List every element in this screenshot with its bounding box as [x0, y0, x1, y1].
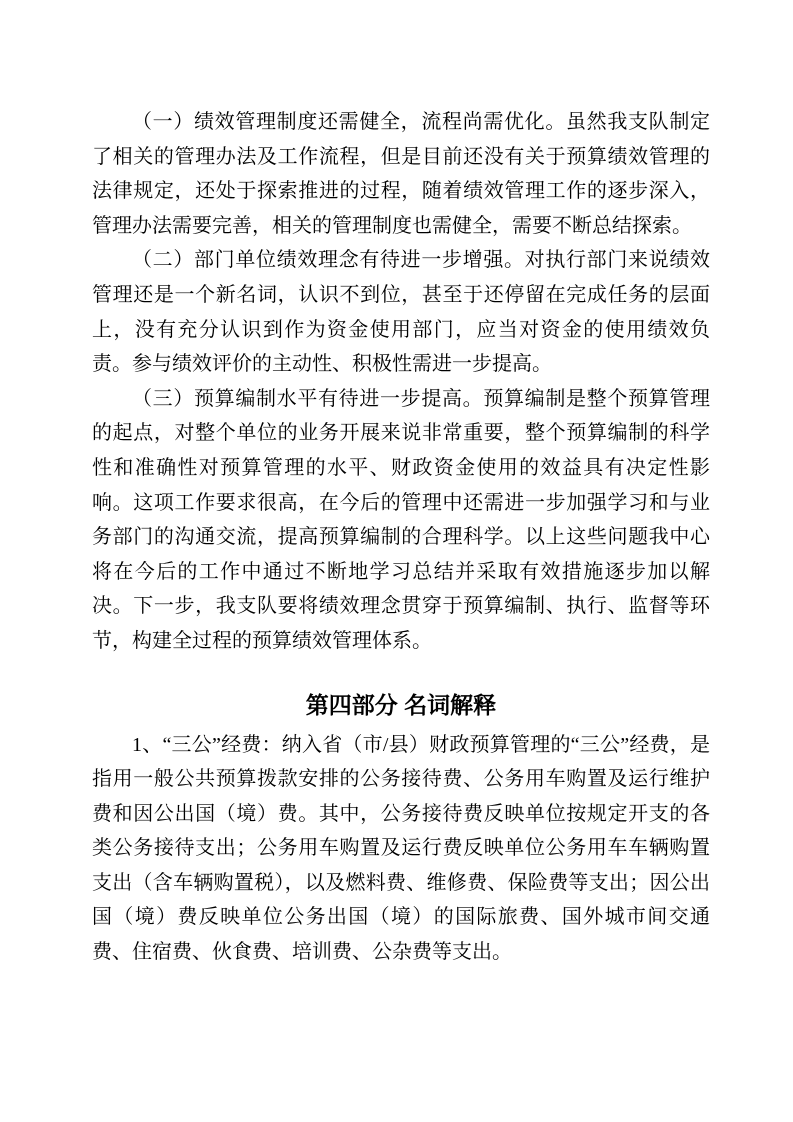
paragraph-issue-1: （一）绩效管理制度还需健全，流程尚需优化。虽然我支队制定了相关的管理办法及工作流程，但是目前还没有关于预算绩效管理的法律规定，还处于探索推进的过程，随着绩效管理工作的逐步深入，管理办法需要完善，相关的管理制度也需健全，需要不断总结探索。	[92, 111, 710, 237]
paragraph-issue-2: （二）部门单位绩效理念有待进一步增强。对执行部门来说绩效管理还是一个新名词，认识不到位，甚至于还停留在完成任务的层面上，没有充分认识到作为资金使用部门，应当对资金的使用绩效负责。参与绩效评价的主动性、积极性需进一步提高。	[92, 249, 710, 376]
paragraph-glossary-term-1: 1、“三公”经费：纳入省（市/县）财政预算管理的“三公”经费，是指用一般公共预算拨款安排的公务接待费、公务用车购置及运行维护费和因公出国（境）费。其中，公务接待费反映单位按规定开支的各类公务接待支出；公务用车购置及运行费反映单位公务用车车辆购置支出（含车辆购置税），以及燃料费、维修费、保险费等支出；因公出国（境）费反映单位公务出国（境）的国际旅费、国外城市间交通费、住宿费、伙食费、培训费、公杂费等支出。	[92, 733, 710, 964]
section-heading: 第四部分 名词解释	[305, 691, 497, 718]
paragraph-issue-3: （三）预算编制水平有待进一步提高。预算编制是整个预算管理的起点，对整个单位的业务开展来说非常重要，整个预算编制的科学性和准确性对预算管理的水平、财政资金使用的效益具有决定性影响。这项工作要求很高，在今后的管理中还需进一步加强学习和与业务部门的沟通交流，提高预算编制的合理科学。以上这些问题我中心将在今后的工作中通过不断地学习总结并采取有效措施逐步加以解决。下一步，我支队要将绩效理念贯穿于预算编制、执行、监督等环节，构建全过程的预算绩效管理体系。	[92, 387, 710, 652]
